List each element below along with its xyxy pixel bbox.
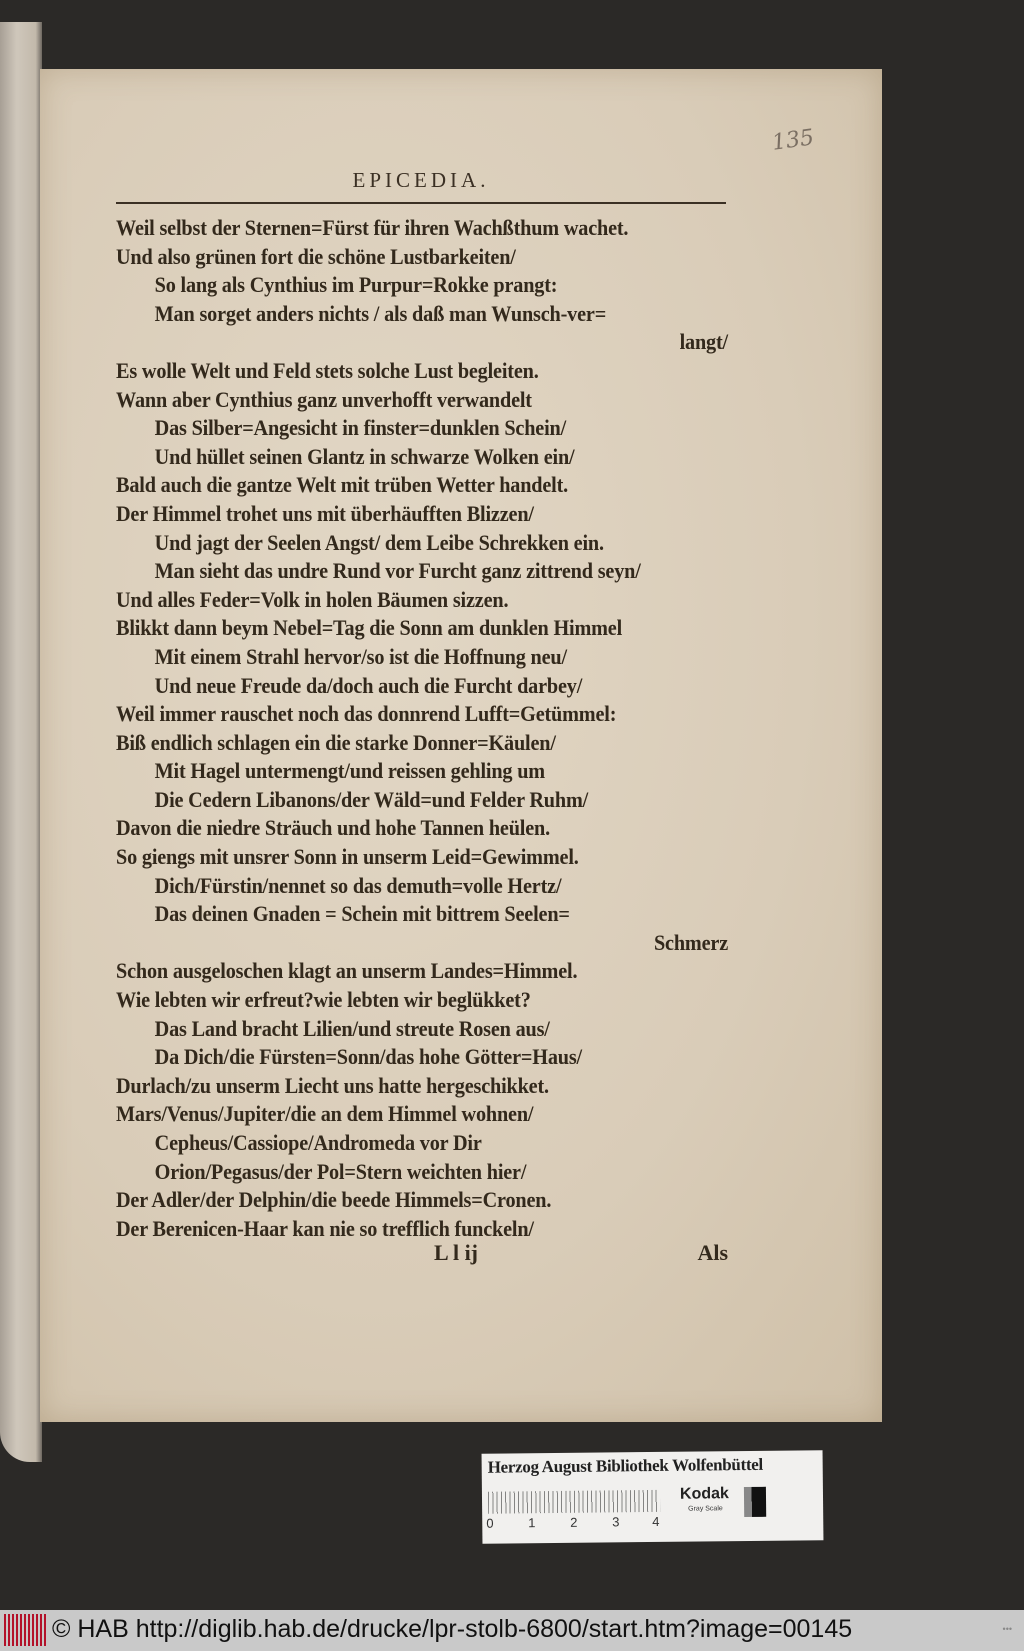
- poem-line: Der Adler/der Delphin/die beede Himmels=Cronen.: [116, 1187, 552, 1213]
- poem-line: Das Land bracht Lilien/und streute Rosen aus/: [154, 1015, 550, 1041]
- header-rule: [116, 202, 726, 204]
- poem-line: Schmerz: [653, 929, 728, 955]
- poem-text: [116, 214, 728, 1243]
- ruler-number: 4: [652, 1513, 660, 1530]
- handwritten-folio-number: 135: [770, 125, 816, 156]
- poem-line: Weil selbst der Sternen=Fürst für ihren Wachßthum wachet.: [116, 215, 629, 240]
- poem-line: Biß endlich schlagen ein die starke Donner=Käulen/: [116, 729, 556, 755]
- ruler-number: 2: [570, 1514, 578, 1530]
- more-options-icon[interactable]: •••: [1002, 1624, 1012, 1634]
- poem-line: So giengs mit unsrer Sonn in unserm Leid=Gewimmel.: [116, 844, 579, 870]
- poem-line: Und also grünen fort die schöne Lustbarkeiten/: [116, 243, 516, 269]
- poem-line: Orion/Pegasus/der Pol=Stern weichten hier/: [154, 1158, 527, 1184]
- poem-line: Dich/Fürstin/nennet so das demuth=volle Hertz/: [154, 872, 562, 898]
- page-footer-line: [116, 1240, 728, 1268]
- poem-line: So lang als Cynthius im Purpur=Rokke prangt:: [154, 272, 558, 298]
- ruler-number: 0: [486, 1515, 494, 1531]
- catchword: Als: [697, 1240, 728, 1265]
- gray-scale-label: Gray Scale: [688, 1505, 723, 1513]
- ruler-scale: [488, 1490, 660, 1514]
- color-calibration-card: [482, 1450, 824, 1544]
- poem-line: Die Cedern Libanons/der Wäld=und Felder Ruhm/: [154, 786, 589, 812]
- ruler-numbers: [486, 1513, 676, 1531]
- kodak-logo: Kodak: [679, 1485, 729, 1503]
- running-head: EPICEDIA.: [352, 168, 490, 192]
- gray-swatch: [744, 1487, 766, 1517]
- poem-line: Mit einem Strahl hervor/so ist die Hoffnung neu/: [154, 643, 567, 669]
- hab-logo-icon: [4, 1614, 46, 1646]
- poem-line: Mars/Venus/Jupiter/die an dem Himmel wohnen/: [116, 1101, 534, 1127]
- poem-line: Blikkt dann beym Nebel=Tag die Sonn am dunklen Himmel: [116, 615, 623, 641]
- poem-line: Und hüllet seinen Glantz in schwarze Wolken ein/: [154, 443, 575, 469]
- poem-line: Der Himmel trohet uns mit überhäufften Blizzen/: [116, 500, 534, 526]
- poem-line: Man sieht das undre Rund vor Furcht ganz zittrend seyn/: [154, 558, 641, 584]
- poem-line: Der Berenicen-Haar kan nie so trefflich funckeln/: [116, 1215, 534, 1241]
- poem-line: Es wolle Welt und Feld stets solche Lust begleiten.: [116, 357, 539, 383]
- poem-line: Cepheus/Cassiope/Andromeda vor Dir: [154, 1130, 482, 1155]
- poem-line: Da Dich/die Fürsten=Sonn/das hohe Götter=Haus/: [154, 1044, 582, 1070]
- poem-line: Mit Hagel untermengt/und reissen gehling um: [154, 758, 545, 784]
- poem-line: Schon ausgeloschen klagt an unserm Landes=Himmel.: [116, 958, 578, 984]
- facing-page-edge: [0, 22, 42, 1462]
- poem-line: Bald auch die gantze Welt mit trüben Wetter handelt.: [116, 472, 569, 498]
- library-name: Herzog August Bibliothek Wolfenbüttel: [487, 1454, 764, 1477]
- poem-line: Weil immer rauschet noch das donnrend Lufft=Getümmel:: [116, 701, 617, 727]
- copyright-link[interactable]: © HAB http://diglib.hab.de/drucke/lpr-stolb-6800/start.htm?image=00145: [52, 1615, 853, 1643]
- footer-bar: [0, 1610, 1024, 1651]
- poem-line: langt/: [679, 329, 728, 355]
- poem-line: Das Silber=Angesicht in finster=dunklen Schein/: [154, 415, 567, 441]
- poem-line: Durlach/zu unserm Liecht uns hatte hergeschikket.: [116, 1072, 549, 1098]
- poem-line: Wie lebten wir erfreut?wie lebten wir beglükket?: [116, 987, 531, 1013]
- poem-line: Und alles Feder=Volk in holen Bäumen sizzen.: [116, 586, 509, 612]
- poem-line: Man sorget anders nichts / als daß man Wunsch-ver=: [154, 300, 607, 326]
- signature-mark: L l ij: [434, 1240, 479, 1265]
- ruler-number: 3: [612, 1514, 620, 1530]
- poem-line: Und neue Freude da/doch auch die Furcht darbey/: [154, 672, 583, 698]
- poem-line: Davon die niedre Sträuch und hohe Tannen heülen.: [116, 815, 550, 841]
- poem-line: Und jagt der Seelen Angst/ dem Leibe Schrekken ein.: [154, 529, 604, 555]
- poem-line: Wann aber Cynthius ganz unverhofft verwandelt: [116, 386, 532, 412]
- ruler-number: 1: [528, 1515, 536, 1531]
- poem-line: Das deinen Gnaden = Schein mit bittrem Seelen=: [154, 901, 570, 927]
